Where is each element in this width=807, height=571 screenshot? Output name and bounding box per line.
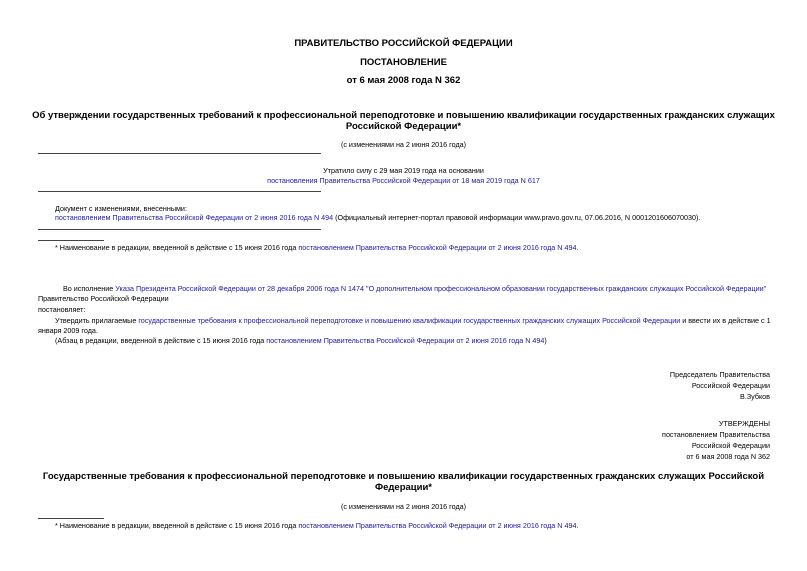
requirements-link[interactable]: государственные требования к профессиональной переподготовке и повышению квалификации государственных гражданских служащих Российской Федерации xyxy=(138,316,681,325)
signature-block xyxy=(670,369,770,402)
footnote-text: * Наименование в редакции, введенной в действие с 15 июня 2016 года xyxy=(55,243,299,252)
signature-name: В.Зубков xyxy=(740,392,770,401)
amendments-link[interactable]: постановлением Правительства Российской Федерации от 2 июня 2016 года N 494 xyxy=(55,213,334,222)
signature-line2: Российской Федерации xyxy=(691,381,770,390)
decree-link[interactable]: Указа Президента Российской Федерации от 28 декабря 2006 года N 1474 "О дополнительном профессиональном образовании государственных гражданских служащих Российской Федерации" xyxy=(115,284,767,293)
document-title-line2: Российской Федерации* xyxy=(345,121,462,132)
divider xyxy=(38,153,321,154)
body-paragraph-2: Утвердить прилагаемые государственные требования к профессиональной переподготовке и повышению квалификации государственных гражданских служащих Российской Федерации и ввести их в действие с 1 xyxy=(55,316,771,325)
approved-line4: от 6 мая 2008 года N 362 xyxy=(686,452,770,461)
footnote-text: * Наименование в редакции, введенной в действие с 15 июня 2016 года xyxy=(55,521,299,530)
approved-line3: Российской Федерации xyxy=(691,441,770,450)
government-heading: ПРАВИТЕЛЬСТВО РОССИЙСКОЙ ФЕДЕРАЦИИ xyxy=(294,38,513,49)
footnote-link[interactable]: постановлением Правительства Российской Федерации от 2 июня 2016 года N 494 xyxy=(298,243,577,252)
body-paragraph-1-line3: постановляет: xyxy=(38,305,86,314)
changes-note: (с изменениями на 2 июня 2016 года) xyxy=(340,140,467,149)
amendments-line xyxy=(55,213,700,223)
approved-line1: УТВЕРЖДЕНЫ xyxy=(718,419,770,428)
divider xyxy=(38,229,321,230)
repeal-text: Утратило силу с 29 мая 2019 года на основании xyxy=(323,166,484,175)
body-paragraph-3: (Абзац в редакции, введенной в действие с 15 июня 2016 года постановлением Правительства Российской Федерации от 2 июня 2016 года N 494) xyxy=(55,336,547,345)
amendments-label: Документ с изменениями, внесенными: xyxy=(55,204,187,213)
footnote-1: * Наименование в редакции, введенной в действие с 15 июня 2016 года постановлением Правительства Российской Федерации от 2 июня 2016 года N 494. xyxy=(55,243,579,252)
signature-line1: Председатель Правительства xyxy=(669,370,770,379)
footnote-divider xyxy=(38,240,104,241)
body-paragraph-1: Во исполнение Указа Президента Российской Федерации от 28 декабря 2006 года N 1474 "О дополнительном профессиональном образовании государственных гражданских служащих Российской Федерации" xyxy=(63,284,767,293)
body-paragraph-2-line2: января 2009 года. xyxy=(38,326,98,335)
requirements-title-line2: Федерации* xyxy=(374,482,432,493)
amendments-source: (Официальный интернет-портал правовой информации www.pravo.gov.ru, 07.06.2016, N 0001201606070030). xyxy=(333,213,701,222)
document-type: ПОСТАНОВЛЕНИЕ xyxy=(360,57,447,68)
requirements-title-line1: Государственные требования к профессиональной переподготовке и повышению квалификации государственных гражданских служащих Российской xyxy=(42,471,765,482)
document-date: от 6 мая 2008 года N 362 xyxy=(346,75,461,86)
changes-note-2: (с изменениями на 2 июня 2016 года) xyxy=(340,502,467,511)
divider xyxy=(38,191,321,192)
footnote-2: * Наименование в редакции, введенной в действие с 15 июня 2016 года постановлением Правительства Российской Федерации от 2 июня 2016 года N 494. xyxy=(55,521,579,530)
approved-line2: постановлением Правительства xyxy=(662,430,770,439)
document-title-line1: Об утверждении государственных требований к профессиональной переподготовке и повышению квалификации государственных гражданских служащих xyxy=(32,110,775,121)
resolution-link[interactable]: постановлением Правительства Российской Федерации от 2 июня 2016 года N 494 xyxy=(266,336,545,345)
body-paragraph-1-line2: Правительство Российской Федерации xyxy=(38,294,169,303)
footnote-divider xyxy=(38,518,104,519)
repeal-link[interactable]: постановления Правительства Российской Федерации от 18 мая 2019 года N 617 xyxy=(267,176,540,185)
approved-block xyxy=(662,418,770,462)
footnote-link[interactable]: постановлением Правительства Российской Федерации от 2 июня 2016 года N 494 xyxy=(298,521,577,530)
